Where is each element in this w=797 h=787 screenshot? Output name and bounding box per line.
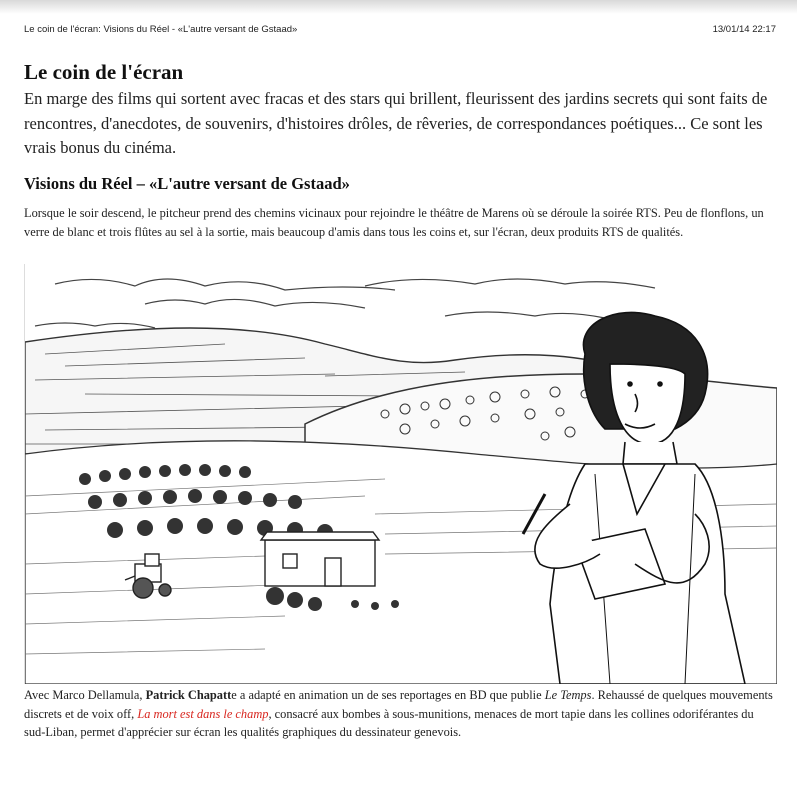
print-datetime: 13/01/14 22:17 <box>712 24 776 35</box>
post-body-part1: Avec Marco Dellamula, <box>24 688 146 702</box>
post-body-part2: e a adapté en animation un de ses reportages en BD que publie <box>231 688 545 702</box>
post-title[interactable]: Visions du Réel – «L'autre versant de Gstaad» <box>24 174 350 193</box>
window-top-shadow <box>0 0 797 14</box>
print-page-title: Le coin de l'écran: Visions du Réel - «L'autre versant de Gstaad» <box>24 24 298 35</box>
print-header <box>24 24 776 38</box>
small-house <box>261 532 379 586</box>
post-body <box>24 686 776 742</box>
post-body-part4: , consacré aux bombes à sous-munitions, menaces de mort tapie dans les collines odoriférantes du sud-Liban, permet d'apprécier sur écran les qualités graphiques du dessinateur genevois. <box>24 706 754 739</box>
newspaper-name: Le Temps <box>544 688 592 702</box>
blog-description: En marge des films qui sortent avec fracas et des stars qui brillent, fleurissent des jardins secrets qui sont faits de rencontres, d'anecdotes, de souvenirs, d'histoires drôles, de rêveries, de correspondances poétiques... Ce sont les vrais bonus du cinéma. <box>24 89 768 157</box>
post-intro: Lorsque le soir descend, le pitcheur prend des chemins vicinaux pour rejoindre le théâtre de Marens où se déroule la soirée RTS. Peu de flonflons, un verre de blanc et trois flûtes au sel à la sortie, mais beaucoup d'amis dans tous les coins et, sur l'écran, deux produits RTS de qualités. <box>24 206 764 239</box>
film-link[interactable]: La mort est dans le champ <box>137 706 269 721</box>
post-body-part3: . Rehaussé de quelques mouvements discrets et de voix off, <box>24 688 773 721</box>
post-illustration <box>24 264 776 684</box>
author-name: Patrick Chapatt <box>145 688 232 702</box>
blog-title[interactable]: Le coin de l'écran <box>24 60 184 84</box>
cartoon-landscape-drawing <box>25 264 777 684</box>
